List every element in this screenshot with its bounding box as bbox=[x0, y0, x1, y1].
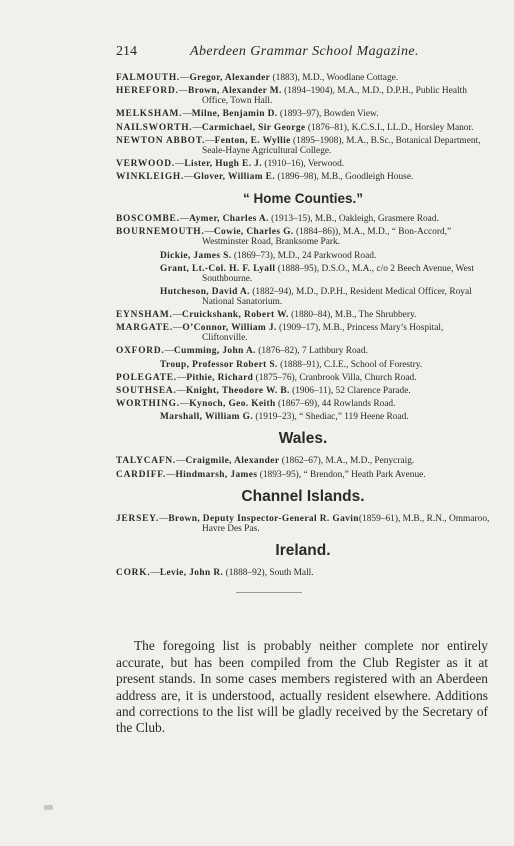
divider-rule bbox=[236, 592, 302, 593]
entry-name: Glover, William E. bbox=[193, 172, 276, 183]
entry-details: (1906–11), 52 Clarence Parade. bbox=[289, 386, 411, 396]
entry-place: FALMOUTH. bbox=[116, 73, 181, 83]
entry-details: (1867–69), 44 Rowlands Road. bbox=[275, 399, 396, 410]
entry-details: (1869–73), M.D., 24 Parkwood Road. bbox=[231, 250, 377, 261]
entry-name: Milne, Benjamin D. bbox=[191, 109, 278, 120]
entry-details: (1875–76), Cranbrook Villa, Church Road. bbox=[253, 372, 417, 383]
entry-name: Knight, Theodore W. B. bbox=[185, 386, 290, 396]
entry-name: Troup, Professor Robert S. bbox=[160, 359, 278, 370]
entry-name: Hindmarsh, James bbox=[175, 469, 258, 480]
member-entry: MARGATE.—O’Connor, William J. (1909–17), M.B., Princess Mary’s Hospital, Cliftonville. bbox=[116, 323, 444, 344]
entry-name: Hutcheson, David A. bbox=[160, 286, 250, 297]
entry-name: Brown, Alexander M. bbox=[188, 86, 282, 97]
entry-place: SOUTHSEA. bbox=[116, 386, 177, 396]
entry-place: EYNSHAM. bbox=[116, 310, 173, 321]
member-entry bbox=[160, 360, 490, 370]
entry-name: Marshall, William G. bbox=[160, 412, 254, 423]
entry-place: HEREFORD. bbox=[116, 86, 179, 97]
group-5 bbox=[116, 568, 490, 578]
entry-details: (1913–15), M.B., Oakleigh, Grasmere Road. bbox=[268, 214, 439, 225]
entry-details: (1862–67), M.A., M.D., Penycraig. bbox=[279, 456, 415, 467]
member-entry: WORTHING.—Kynoch, Geo. Keith (1867–69), 44 Rowlands Road. bbox=[116, 399, 396, 410]
entry-place: BOURNEMOUTH. bbox=[116, 227, 205, 238]
page-blemish bbox=[44, 805, 53, 810]
entry-name: Aymer, Charles A. bbox=[189, 214, 269, 225]
entry-name: O’Connor, William J. bbox=[182, 323, 277, 334]
member-entry: NEWTON ABBOT.—Fenton, E. Wyllie (1895–1908), M.A., B.Sc., Botanical Department, Seale-Hayne Agricultural College. bbox=[116, 135, 481, 156]
entry-place: CARDIFF. bbox=[116, 469, 167, 480]
member-entry: BOSCOMBE.—Aymer, Charles A. (1913–15), M.B., Oakleigh, Grasmere Road. bbox=[116, 214, 439, 225]
entry-details: (1859–61), M.B., R.N., Ommaroo, Havre Des Pas. bbox=[202, 513, 490, 534]
member-entry: NAILSWORTH.—Carmichael, Sir George (1876–81), K.C.S.I., LL.D., Horsley Manor. bbox=[116, 122, 474, 133]
section-heading-ireland: Ireland. bbox=[275, 541, 331, 559]
entry-name: Pithie, Richard bbox=[186, 372, 254, 383]
entry-place: NAILSWORTH. bbox=[116, 122, 193, 133]
member-entry: CORK.—Levie, John R. (1888–92), South Mall. bbox=[116, 567, 314, 578]
entry-details: (1888–95), D.S.O., M.A., c/o 2 Beech Avenue, West Southbourne. bbox=[202, 263, 475, 284]
entry-details: (1896–98), M.B., Goodleigh House. bbox=[275, 172, 414, 183]
member-entry: MELKSHAM.—Milne, Benjamin D. (1893–97), Bowden View. bbox=[116, 109, 379, 120]
member-entry: JERSEY.—Brown, Deputy Inspector-General R. Gavin(1859–61), M.B., R.N., Ommaroo, Havre Des Pas. bbox=[116, 513, 490, 534]
entry-details: (1876–81), K.C.S.I., LL.D., Horsley Manor. bbox=[305, 122, 474, 133]
entry-place: BOSCOMBE. bbox=[116, 214, 180, 225]
member-entry: POLEGATE.—Pithie, Richard (1875–76), Cranbrook Villa, Church Road. bbox=[116, 372, 417, 383]
entry-details: (1910–16), Verwood. bbox=[262, 158, 345, 169]
member-entry bbox=[160, 287, 490, 307]
group-3 bbox=[116, 456, 490, 479]
member-entry: BOURNEMOUTH.—Cowie, Charles G. (1884–86)), M.A., M.D., “ Bon-Accord,” Westminster Road, Branksome Park. bbox=[116, 227, 452, 248]
entry-place: TALYCAFN. bbox=[116, 456, 177, 467]
entry-place: MARGATE. bbox=[116, 323, 174, 334]
member-entry bbox=[160, 264, 490, 284]
entry-place: POLEGATE. bbox=[116, 372, 177, 383]
entry-name: Carmichael, Sir George bbox=[201, 122, 306, 133]
entry-name: Cruickshank, Robert W. bbox=[182, 310, 289, 321]
entry-place: CORK. bbox=[116, 567, 151, 578]
entry-place: WINKLEIGH. bbox=[116, 172, 185, 183]
section-heading-wales: Wales. bbox=[278, 430, 328, 448]
entry-place: MELKSHAM. bbox=[116, 109, 183, 120]
member-entry bbox=[160, 412, 490, 422]
member-entry: VERWOOD.—Lister, Hugh E. J. (1910–16), Verwood. bbox=[116, 158, 345, 169]
section-heading-channel-islands: Channel Islands. bbox=[241, 487, 365, 505]
entry-details: (1894–1904), M.A., M.D., D.P.H., Public Health Office, Town Hall. bbox=[202, 86, 467, 107]
entry-details: (1893–95), “ Brendon,” Heath Park Avenue. bbox=[257, 469, 426, 480]
entry-name: Lister, Hugh E. J. bbox=[184, 158, 263, 169]
entry-details: (1893–97), Bowden View. bbox=[277, 109, 379, 120]
entry-details: (1909–17), M.B., Princess Mary’s Hospital, Cliftonville. bbox=[202, 323, 444, 344]
running-title: Aberdeen Grammar School Magazine. bbox=[190, 44, 419, 59]
member-entry: OXFORD.—Cumming, John A. (1876–82), 7 Lathbury Road. bbox=[116, 346, 368, 357]
entry-details: (1883), M.D., Woodlane Cottage. bbox=[270, 73, 399, 83]
entry-name: Gregor, Alexander bbox=[189, 73, 271, 83]
entry-details: (1880–84), M.B., The Shrubbery. bbox=[288, 310, 417, 321]
entry-place: JERSEY. bbox=[116, 513, 160, 524]
entry-name: Craigmile, Alexander bbox=[185, 456, 280, 467]
entry-name: Brown, Deputy Inspector-General R. Gavin bbox=[168, 513, 359, 524]
section-heading-home-counties: “ Home Counties.” bbox=[242, 191, 363, 207]
entry-place: NEWTON ABBOT. bbox=[116, 135, 206, 146]
entry-details: (1884–86)), M.A., M.D., “ Bon-Accord,” Westminster Road, Branksome Park. bbox=[202, 227, 452, 248]
entry-place: WORTHING. bbox=[116, 399, 180, 410]
member-entry: SOUTHSEA.—Knight, Theodore W. B. (1906–11), 52 Clarence Parade. bbox=[116, 386, 411, 396]
entry-details: (1895–1908), M.A., B.Sc., Botanical Department, Seale-Hayne Agricultural College. bbox=[202, 135, 481, 156]
member-entry bbox=[160, 251, 490, 261]
entry-name: Grant, Lt.-Col. H. F. Lyall bbox=[160, 263, 276, 274]
entry-place: OXFORD. bbox=[116, 346, 165, 357]
entry-name: Fenton, E. Wyllie bbox=[214, 135, 291, 146]
entry-name: Cumming, John A. bbox=[173, 346, 256, 357]
entry-name: Kynoch, Geo. Keith bbox=[189, 399, 276, 410]
closing-note: The foregoing list is probably neither complete nor entirely accurate, but has been compiled from the Club Register as it at present stands. In some cases members registered with an Aberdeen address are, it is understood, actually resident elsewhere. Additions and corrections to the list will be gladly received by the Secretary of the Club. bbox=[116, 638, 488, 736]
entry-name: Levie, John R. bbox=[159, 567, 224, 578]
entry-details: (1882–94), M.D., D.P.H., Resident Medical Officer, Royal National Sanatorium. bbox=[202, 286, 472, 307]
member-entry: TALYCAFN.—Craigmile, Alexander (1862–67), M.A., M.D., Penycraig. bbox=[116, 456, 415, 467]
entry-details: (1888–91), C.I.E., School of Forestry. bbox=[277, 359, 423, 370]
member-entry: FALMOUTH.—Gregor, Alexander (1883), M.D., Woodlane Cottage. bbox=[116, 73, 399, 83]
group-1 bbox=[116, 73, 490, 182]
group-2 bbox=[116, 214, 490, 422]
entry-name: Cowie, Charles G. bbox=[213, 227, 294, 238]
member-entry: CARDIFF.—Hindmarsh, James (1893–95), “ Brendon,” Heath Park Avenue. bbox=[116, 469, 426, 480]
entry-name: Dickie, James S. bbox=[160, 250, 232, 261]
member-list bbox=[116, 73, 490, 593]
entry-place: VERWOOD. bbox=[116, 158, 175, 169]
member-entry: EYNSHAM.—Cruickshank, Robert W. (1880–84), M.B., The Shrubbery. bbox=[116, 310, 417, 321]
entry-details: (1876–82), 7 Lathbury Road. bbox=[255, 346, 368, 357]
group-4 bbox=[116, 514, 490, 534]
page-number: 214 bbox=[116, 44, 137, 59]
member-entry: HEREFORD.—Brown, Alexander M. (1894–1904), M.A., M.D., D.P.H., Public Health Office, Town Hall. bbox=[116, 86, 467, 107]
entry-details: (1888–92), South Mall. bbox=[223, 567, 314, 578]
entry-details: (1919–23), “ Shediac,” 119 Heene Road. bbox=[253, 412, 409, 423]
member-entry: WINKLEIGH.—Glover, William E. (1896–98), M.B., Goodleigh House. bbox=[116, 172, 414, 183]
